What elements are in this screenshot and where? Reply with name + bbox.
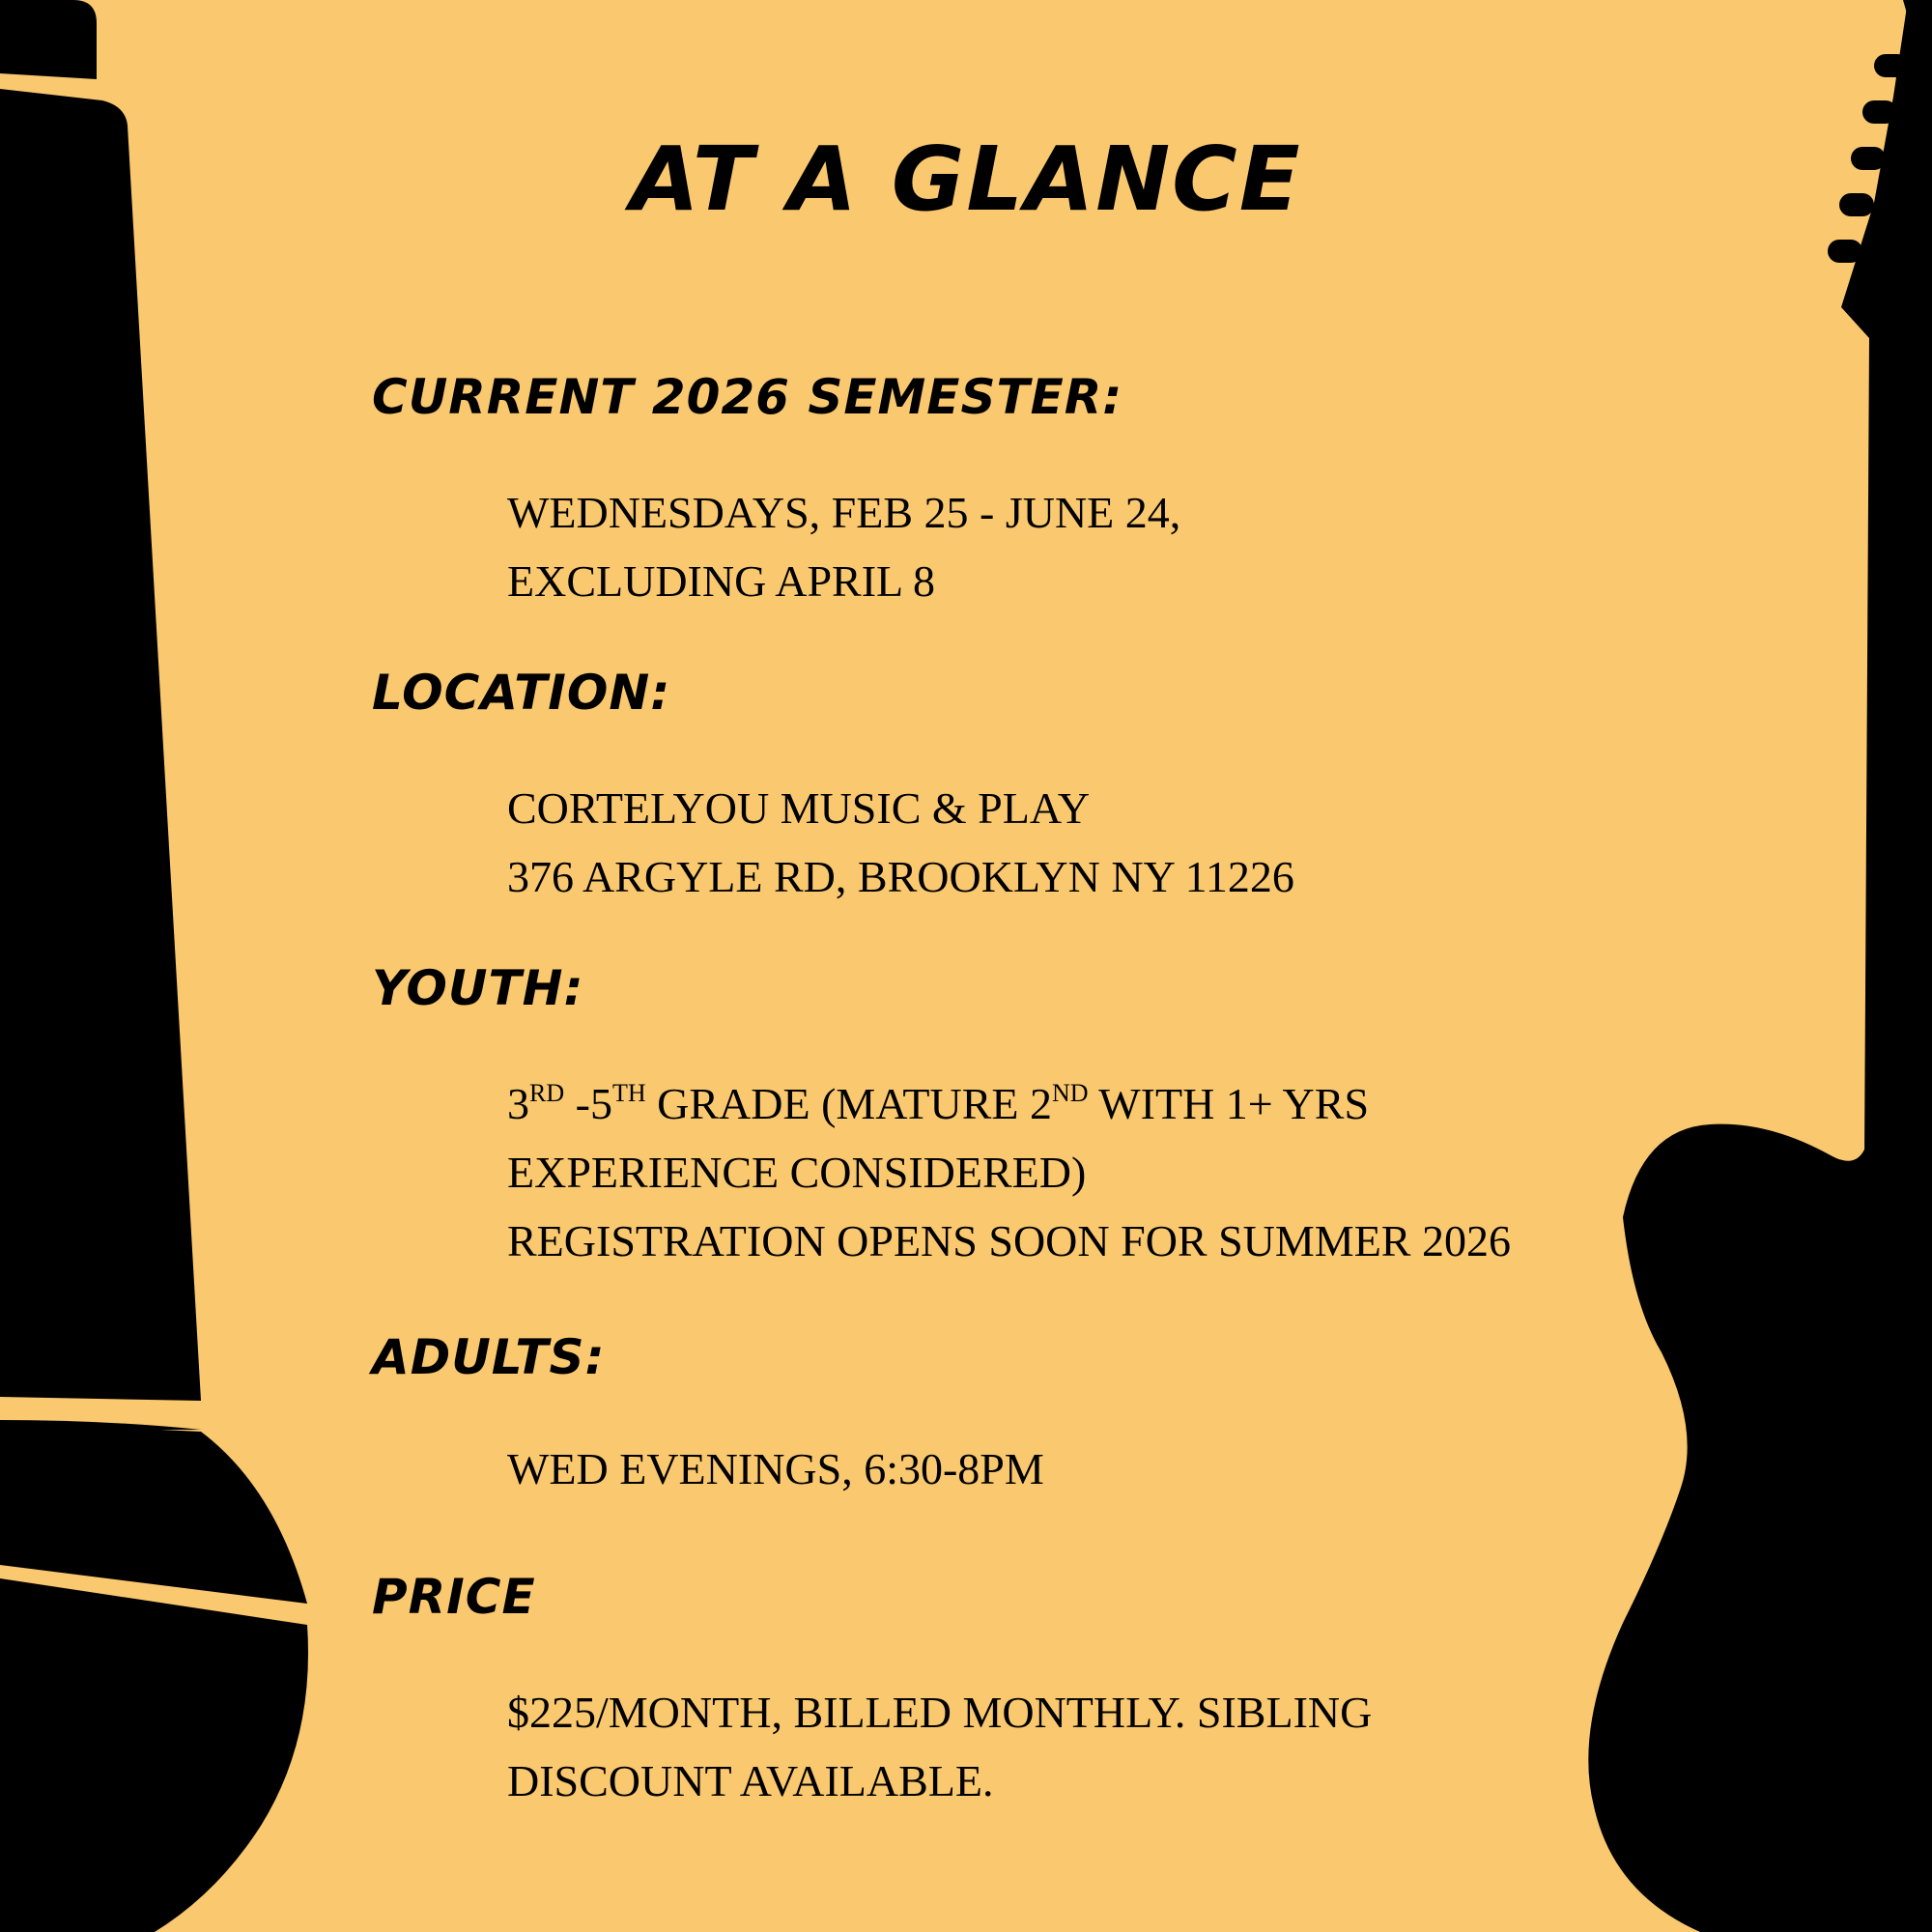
price-amount: $225/MONTH, BILLED MONTHLY. SIBLING: [507, 1688, 1373, 1737]
mature-grade-suffix: ND: [1052, 1079, 1089, 1107]
grade-start: 3: [507, 1079, 529, 1128]
youth-heading: YOUTH:: [372, 960, 584, 1016]
grade-end-suffix: TH: [611, 1079, 646, 1107]
semester-details: [507, 478, 1180, 615]
price-discount: DISCOUNT AVAILABLE.: [507, 1756, 994, 1805]
microphone-silhouette: [0, 0, 308, 1932]
youth-grades: [507, 1069, 1511, 1138]
price-heading: PRICE: [372, 1569, 536, 1625]
price-details: [507, 1678, 1372, 1815]
grade-dash: -5: [564, 1079, 612, 1128]
guitar-silhouette: [1588, 0, 1932, 1932]
grade-start-suffix: RD: [529, 1079, 565, 1107]
youth-registration: REGISTRATION OPENS SOON FOR SUMMER 2026: [507, 1216, 1511, 1265]
adults-details: [507, 1435, 1044, 1503]
semester-heading: CURRENT 2026 SEMESTER:: [372, 369, 1123, 425]
youth-details: [507, 1069, 1511, 1275]
youth-experience: EXPERIENCE CONSIDERED): [507, 1148, 1087, 1197]
page-title: AT A GLANCE: [630, 128, 1302, 231]
semester-dates: WEDNESDAYS, FEB 25 - JUNE 24,: [507, 488, 1181, 537]
adults-heading: ADULTS:: [372, 1329, 606, 1385]
adults-schedule: WED EVENINGS, 6:30-8PM: [507, 1444, 1044, 1493]
grade-rest: WITH 1+ YRS: [1088, 1079, 1370, 1128]
location-heading: LOCATION:: [372, 665, 671, 721]
location-details: [507, 774, 1294, 911]
semester-exclusion: EXCLUDING APRIL 8: [507, 556, 935, 606]
location-address: 376 ARGYLE RD, BROOKLYN NY 11226: [507, 852, 1294, 901]
location-name: CORTELYOU MUSIC & PLAY: [507, 783, 1091, 833]
grade-text: GRADE (MATURE 2: [645, 1079, 1053, 1128]
